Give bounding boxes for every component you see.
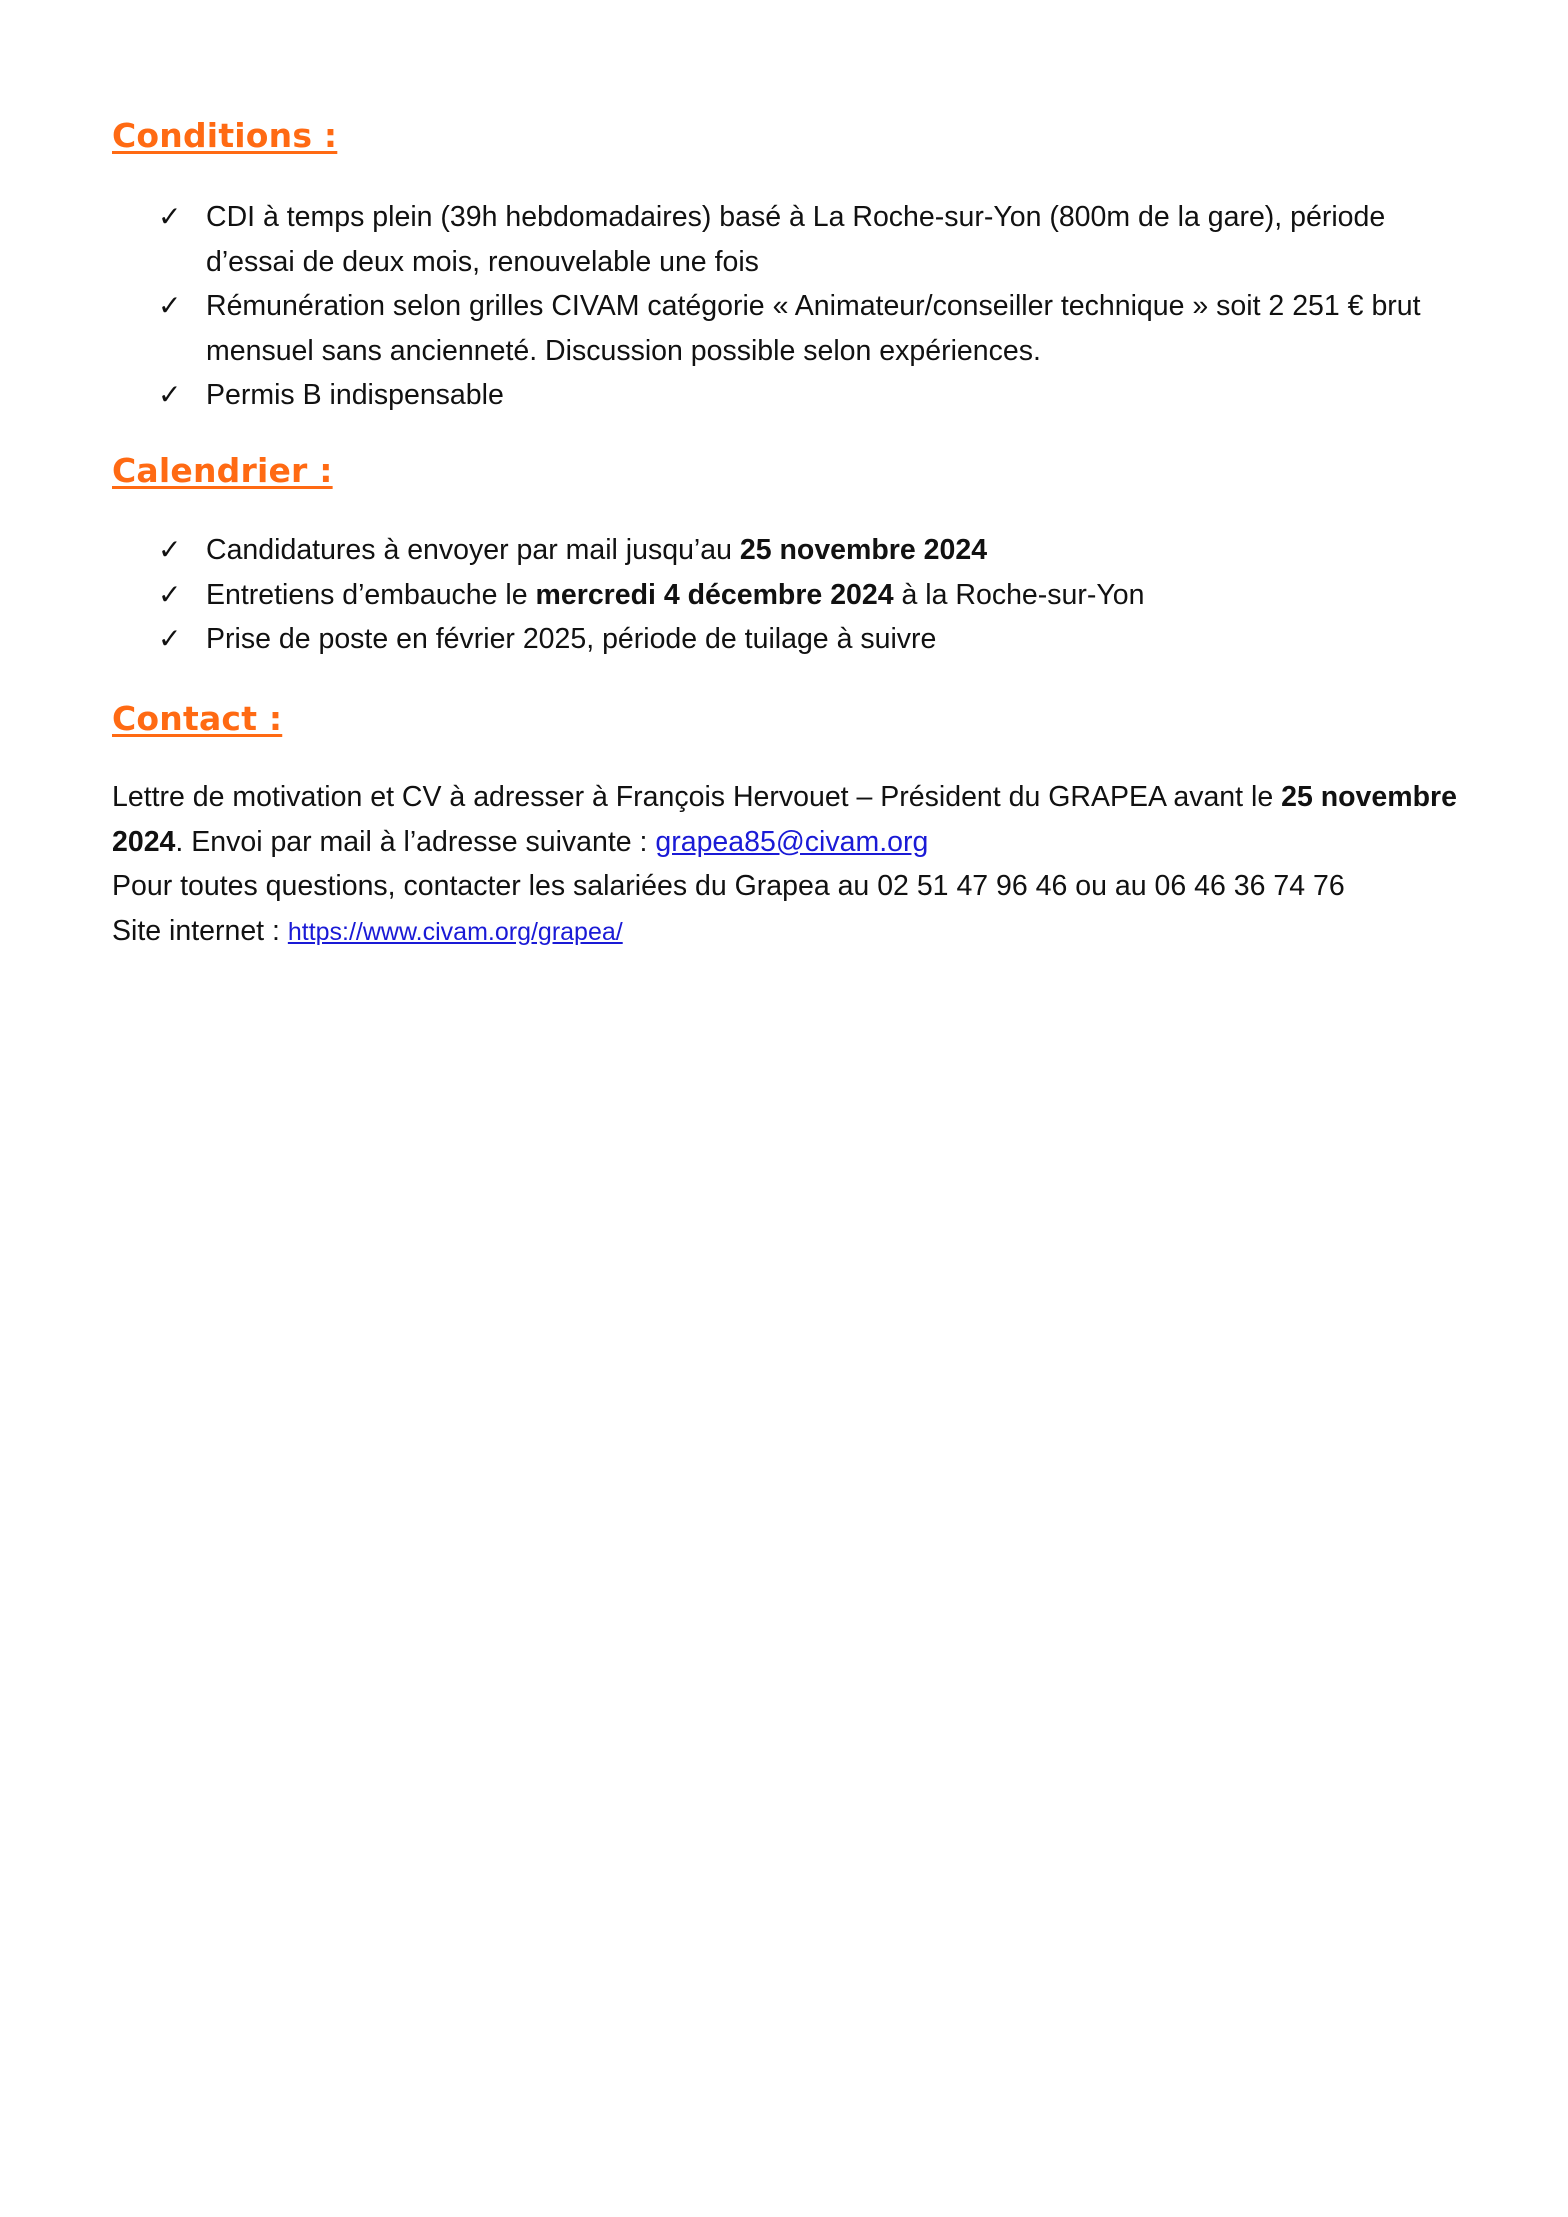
list-item-text: Permis B indispensable (206, 379, 504, 411)
list-item-date: mercredi 4 décembre 2024 (535, 578, 894, 611)
email-link[interactable]: grapea85@civam.org (655, 825, 929, 858)
contact-text: Lettre de motivation et CV à adresser à François Hervouet – Président du GRAPEA avant le (112, 781, 1282, 813)
contact-heading: Contact : (112, 699, 283, 738)
calendrier-list (112, 528, 1472, 662)
contact-deadline: 25 novembre 2024 (112, 781, 1457, 858)
list-item (112, 284, 1472, 373)
check-icon: ✓ (158, 289, 182, 322)
list-item-text: CDI à temps plein (39h hebdomadaires) basé à La Roche-sur-Yon (800m de la gare), période d’essai de deux mois, renouvelable une fois (206, 201, 1386, 278)
list-item (112, 573, 1472, 618)
site-label: Site internet : (112, 914, 288, 947)
list-item-date: 25 novembre 2024 (739, 534, 988, 566)
check-icon: ✓ (158, 378, 182, 411)
list-item (112, 528, 1472, 573)
website-link[interactable]: https://www.civam.org/grapea/ (287, 917, 623, 946)
check-icon: ✓ (158, 200, 182, 233)
check-icon: ✓ (158, 533, 182, 566)
list-item-text: Rémunération selon grilles CIVAM catégorie « Animateur/conseiller technique » soit 2 251 € brut mensuel sans ancienneté. Discussion possible selon expériences. (206, 290, 1421, 367)
list-item-text: Prise de poste en février 2025, période de tuilage à suivre (206, 623, 937, 655)
list-item (112, 617, 1472, 662)
check-icon: ✓ (158, 577, 182, 611)
contact-text-mail: . Envoi par mail à l’adresse suivante : (175, 825, 656, 858)
contact-paragraph (112, 775, 1472, 954)
contact-phone-text: Pour toutes questions, contacter les salariées du Grapea au 02 51 47 96 46 ou au 06 46 36 74 76 (112, 870, 1345, 902)
conditions-heading: Conditions : (112, 116, 338, 155)
list-item-text: Entretiens d’embauche le (206, 578, 536, 611)
list-item-text-after: à la Roche-sur-Yon (893, 578, 1145, 611)
check-icon: ✓ (158, 622, 182, 655)
calendrier-heading: Calendrier : (112, 451, 333, 490)
list-item-text: Candidatures à envoyer par mail jusqu’au (206, 534, 740, 566)
list-item (112, 195, 1472, 284)
list-item (112, 373, 1472, 418)
conditions-list (112, 195, 1472, 418)
